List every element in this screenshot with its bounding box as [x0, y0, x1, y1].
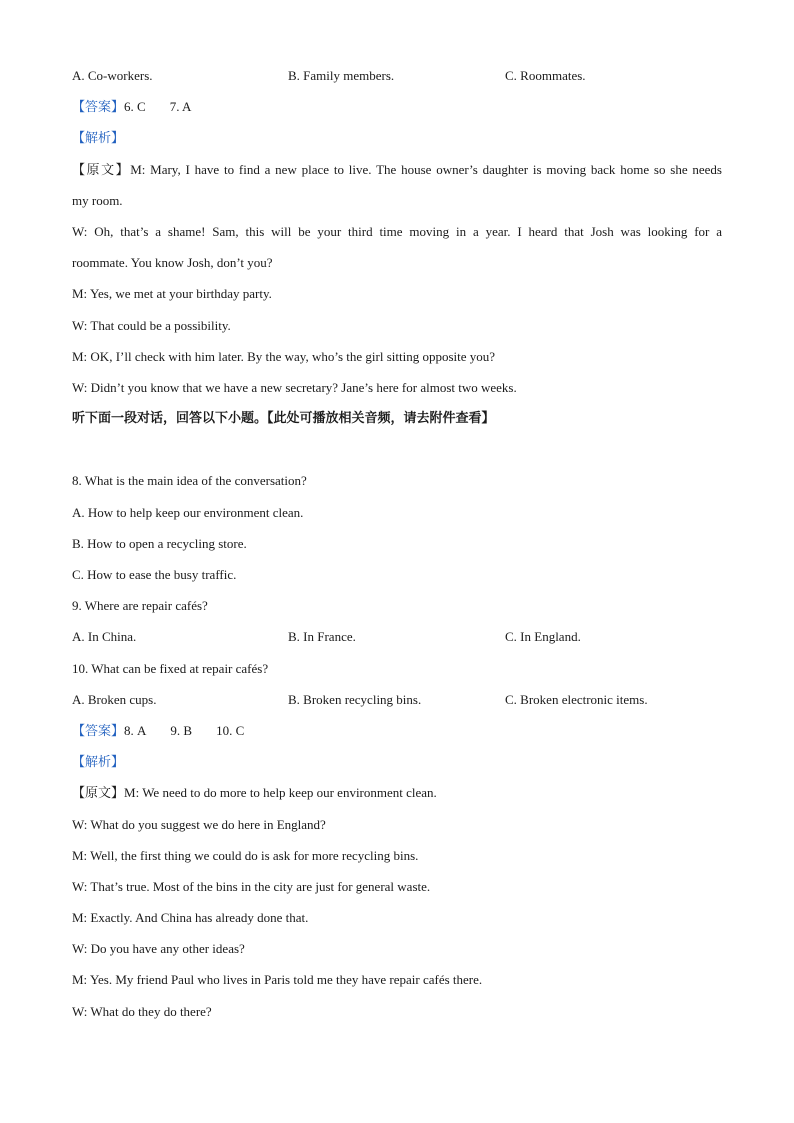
option-b: B. In France.	[288, 629, 356, 645]
analysis-tag: 【解析】	[72, 755, 125, 771]
transcript-2-line-5: M: Exactly. And China has already done that.	[72, 910, 309, 926]
q8-option-a: A. How to help keep our environment clean.	[72, 504, 304, 520]
option-a: A. In China.	[72, 629, 137, 645]
analysis-tag: 【解析】	[72, 131, 125, 147]
spacer	[72, 434, 722, 465]
transcript-1-line-7: M: OK, I’ll check with him later. By the way, who’s the girl sitting opposite you?	[72, 348, 496, 364]
answer-line-1	[72, 91, 722, 122]
transcript-2-line-8: W: What do they do there?	[72, 1003, 212, 1019]
transcript-1-line-4: roommate. You know Josh, don’t you?	[72, 255, 273, 271]
document-page	[72, 60, 722, 1027]
q10-options	[72, 684, 722, 715]
option-c: C. In England.	[505, 629, 581, 645]
listening-instruction: 听下面一段对话，回答以下小题。【此处可播放相关音频，请去附件查看】	[72, 411, 495, 427]
q7-options	[72, 60, 722, 91]
analysis-line-2	[72, 746, 722, 777]
question-9: 9. Where are repair cafés?	[72, 598, 208, 614]
option-b: B. Broken recycling bins.	[288, 691, 422, 707]
transcript-1-line-6: W: That could be a possibility.	[72, 317, 231, 333]
answer-10: 10. C	[216, 722, 245, 738]
option-b: B. Family members.	[288, 68, 395, 83]
transcript-2-line-1	[72, 777, 722, 808]
transcript-1-line-5: M: Yes, we met at your birthday party.	[72, 286, 272, 302]
transcript-1-line-8: W: Didn’t you know that we have a new secretary? Jane’s here for almost two weeks.	[72, 379, 517, 395]
transcript-2-line-6: W: Do you have any other ideas?	[72, 941, 245, 957]
transcript-text: M: We need to do more to help keep our environment clean.	[124, 785, 437, 801]
answer-line-2	[72, 715, 722, 746]
option-a: A. Broken cups.	[72, 691, 157, 707]
transcript-tag: 【原文】	[72, 786, 125, 802]
analysis-line-1	[72, 122, 722, 153]
option-c: C. Broken electronic items.	[505, 691, 648, 707]
transcript-2-line-4: W: That’s true. Most of the bins in the city are just for general waste.	[72, 878, 431, 894]
q8-option-c: C. How to ease the busy traffic.	[72, 567, 237, 582]
q9-options	[72, 621, 722, 652]
transcript-1-line-2: my room.	[72, 192, 123, 208]
transcript-text: M: Mary, I have to find a new place to live. The house owner’s daughter is moving back home so she needs	[130, 161, 722, 177]
question-10: 10. What can be fixed at repair cafés?	[72, 660, 269, 676]
option-c: C. Roommates.	[505, 68, 586, 83]
transcript-1-line-3: W: Oh, that’s a shame! Sam, this will be your third time moving in a year. I heard that Josh was looking for a	[72, 223, 722, 239]
option-a: A. Co-workers.	[72, 68, 153, 83]
answer-8: 8. A	[124, 722, 147, 738]
transcript-tag: 【原文】	[72, 162, 131, 178]
answer-tag: 【答案】	[72, 723, 125, 739]
answer-7: 7. A	[169, 99, 192, 115]
transcript-1-line-1	[72, 154, 722, 185]
transcript-2-line-7: M: Yes. My friend Paul who lives in Paris told me they have repair cafés there.	[72, 972, 483, 988]
answer-9: 9. B	[170, 722, 193, 738]
transcript-2-line-3: M: Well, the first thing we could do is ask for more recycling bins.	[72, 847, 419, 863]
answer-6: 6. C	[124, 99, 146, 115]
question-8: 8. What is the main idea of the conversation?	[72, 473, 307, 489]
q8-option-b: B. How to open a recycling store.	[72, 535, 247, 551]
answer-tag: 【答案】	[72, 100, 125, 116]
transcript-2-line-2: W: What do you suggest we do here in England?	[72, 816, 326, 832]
